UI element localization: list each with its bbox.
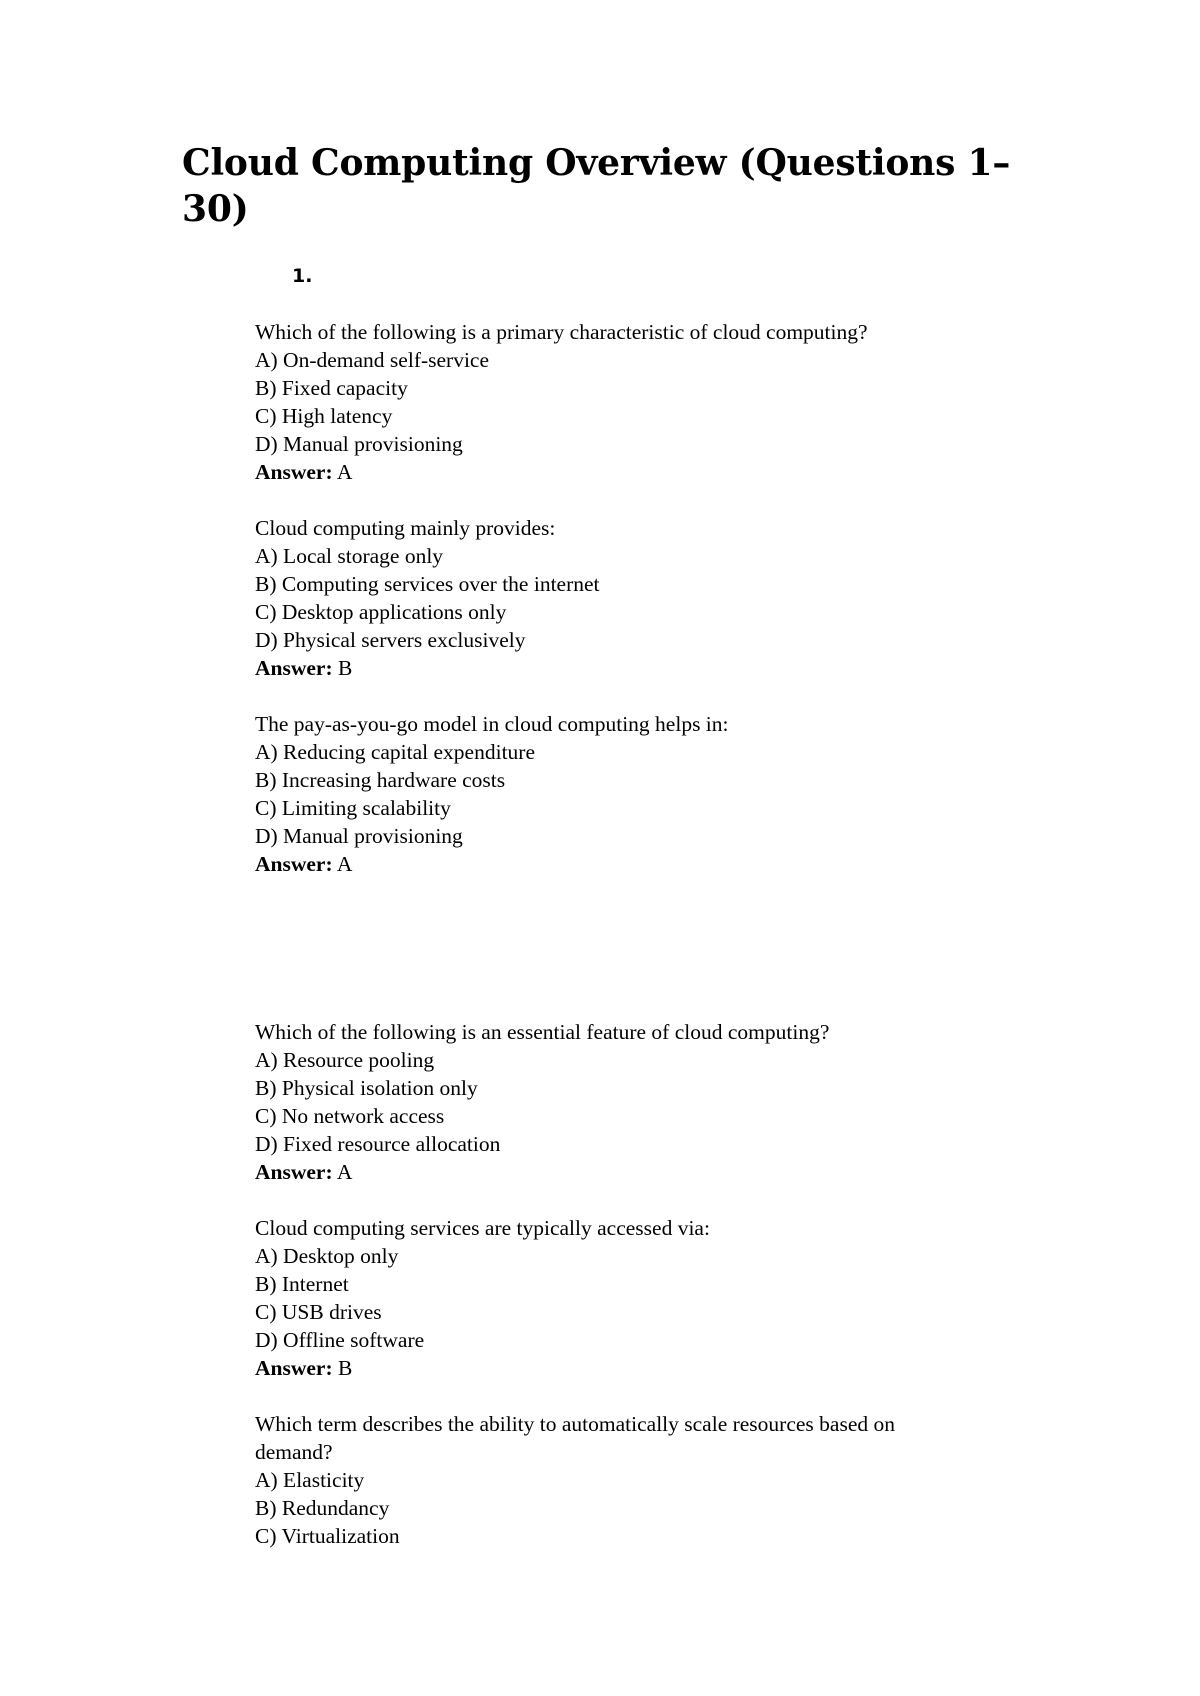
question-stem-line: demand? — [255, 1440, 333, 1464]
question-block — [255, 1018, 1005, 1186]
option-c: C) Limiting scalability — [255, 796, 451, 820]
option-b: B) Internet — [255, 1272, 349, 1296]
answer-line — [255, 1354, 1005, 1382]
answer-label: Answer: — [255, 1160, 333, 1184]
answer-line — [255, 1158, 1005, 1186]
question-stem: The pay-as-you-go model in cloud computing helps in: — [255, 712, 729, 736]
option-c: C) No network access — [255, 1104, 445, 1128]
question-block — [255, 1214, 1005, 1382]
option-c: C) USB drives — [255, 1300, 382, 1324]
answer-value: B — [338, 1356, 353, 1380]
option-c: C) Desktop applications only — [255, 600, 507, 624]
option-a: A) Desktop only — [255, 1244, 399, 1268]
option-b: B) Computing services over the internet — [255, 572, 600, 596]
option-d: D) Offline software — [255, 1328, 425, 1352]
question-stem: Which of the following is an essential feature of cloud computing? — [255, 1020, 830, 1044]
question-block — [255, 514, 1005, 682]
question-block — [255, 710, 1005, 878]
option-c: C) High latency — [255, 404, 393, 428]
page-title: Cloud Computing Overview (Questions 1–30) — [182, 142, 1011, 230]
answer-value: A — [336, 1160, 353, 1184]
answer-label: Answer: — [255, 460, 333, 484]
option-a: A) Local storage only — [255, 544, 444, 568]
question-block — [255, 318, 1005, 486]
question-stem-line: Which term describes the ability to automatically scale resources based on — [255, 1412, 895, 1436]
answer-label: Answer: — [255, 656, 333, 680]
answer-value: A — [336, 852, 353, 876]
option-d: D) Physical servers exclusively — [255, 628, 526, 652]
option-b: B) Redundancy — [255, 1496, 390, 1520]
question-stem: Which of the following is a primary characteristic of cloud computing? — [255, 320, 868, 344]
answer-line — [255, 654, 1005, 682]
question-stem: Cloud computing services are typically accessed via: — [255, 1216, 710, 1240]
answer-value: B — [338, 656, 353, 680]
option-a: A) Reducing capital expenditure — [255, 740, 535, 764]
option-b: B) Fixed capacity — [255, 376, 408, 400]
question-block — [255, 1410, 1005, 1550]
option-a: A) Elasticity — [255, 1468, 365, 1492]
answer-label: Answer: — [255, 1356, 333, 1380]
question-stem: Cloud computing mainly provides: — [255, 516, 556, 540]
option-b: B) Physical isolation only — [255, 1076, 478, 1100]
answer-value: A — [336, 460, 353, 484]
option-a: A) On-demand self-service — [255, 348, 490, 372]
option-d: D) Manual provisioning — [255, 824, 463, 848]
option-d: D) Manual provisioning — [255, 432, 463, 456]
list-number: 1. — [292, 265, 313, 287]
option-c: C) Virtualization — [255, 1524, 400, 1548]
option-b: B) Increasing hardware costs — [255, 768, 506, 792]
answer-line — [255, 850, 1005, 878]
answer-line — [255, 458, 1005, 486]
question-stem — [255, 1410, 1005, 1466]
option-a: A) Resource pooling — [255, 1048, 435, 1072]
answer-label: Answer: — [255, 852, 333, 876]
option-d: D) Fixed resource allocation — [255, 1132, 501, 1156]
